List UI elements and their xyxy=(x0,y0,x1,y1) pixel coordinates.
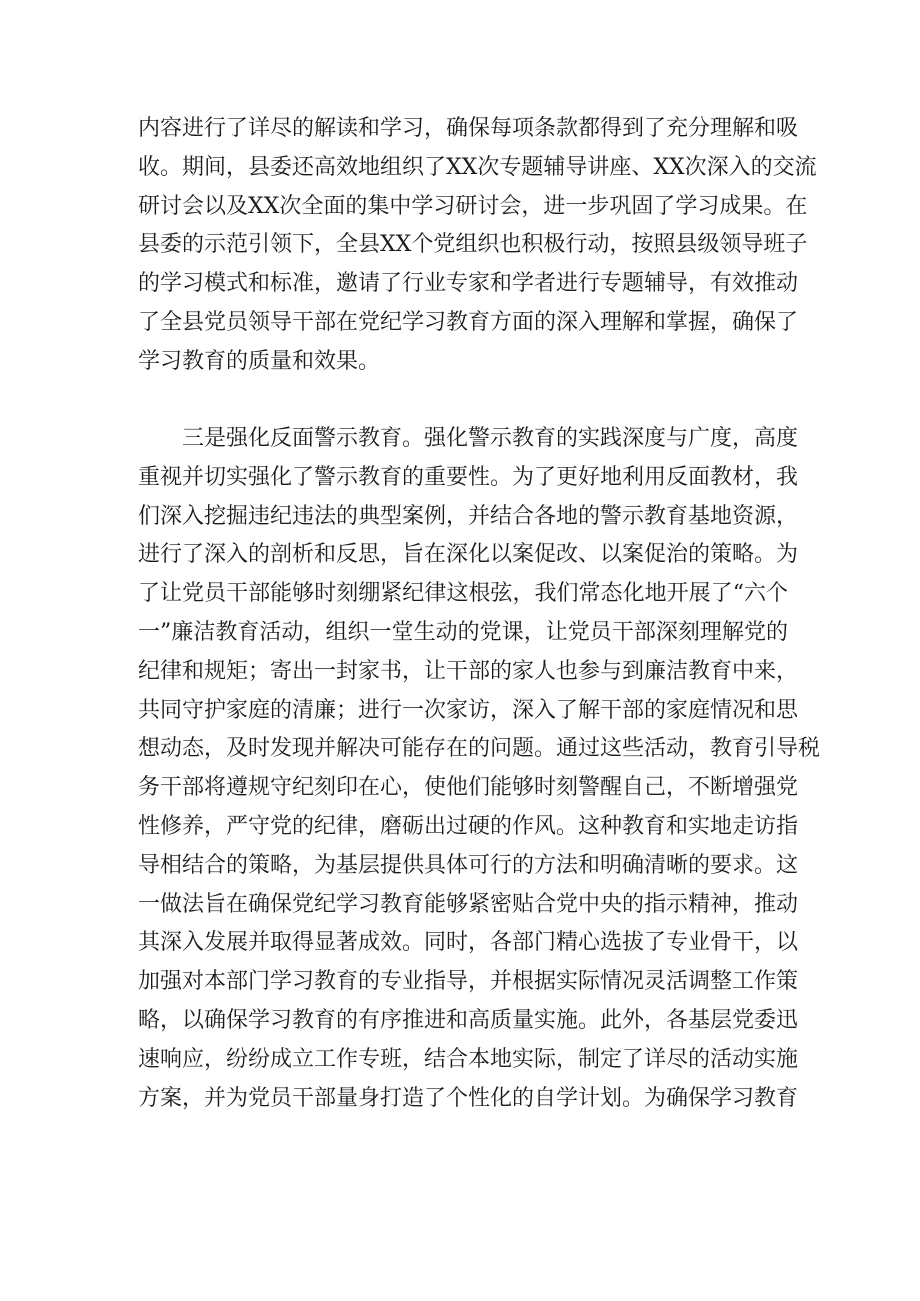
text-line: 纪律和规矩；寄出一封家书，让干部的家人也参与到廉洁教育中来， xyxy=(138,658,799,684)
text-line: 一”廉洁教育活动，组织一堂生动的党课，让党员干部深刻理解党的 xyxy=(138,619,788,645)
paragraph-learning-summary xyxy=(138,110,817,382)
paragraph-warning-education xyxy=(138,420,821,1118)
text-line: 导相结合的策略，为基层提供具体可行的方法和明确清晰的要求。这 xyxy=(138,852,799,878)
text-line: 学习教育的质量和效果。 xyxy=(138,348,381,374)
text-line: 加强对本部门学习教育的专业指导，并根据实际情况灵活调整工作策 xyxy=(138,969,799,995)
text-line: 县委的示范引领下，全县XX个党组织也积极行动，按照县级领导班子 xyxy=(138,232,808,258)
text-line: 内容进行了详尽的解读和学习，确保每项条款都得到了充分理解和吸 xyxy=(138,116,799,141)
text-line: 性修养，严守党的纪律，磨砺出过硬的作风。这种教育和实地走访指 xyxy=(138,813,799,839)
text-line: 进行了深入的剖析和反思，旨在深化以案促改、以案促治的策略。为 xyxy=(138,542,799,568)
text-line: 了全县党员领导干部在党纪学习教育方面的深入理解和掌握，确保了 xyxy=(138,309,799,335)
text-line: 其深入发展并取得显著成效。同时，各部门精心选拔了专业骨干，以 xyxy=(138,930,799,956)
text-line: 重视并切实强化了警示教育的重要性。为了更好地利用反面教材，我 xyxy=(138,464,799,490)
text-line: 收。期间，县委还高效地组织了XX次专题辅导讲座、XX次深入的交流 xyxy=(138,154,817,180)
text-line: 三是强化反面警示教育。强化警示教育的实践深度与广度，高度 xyxy=(182,426,799,451)
text-line: 务干部将遵规守纪刻印在心，使他们能够时刻警醒自己，不断增强党 xyxy=(138,775,799,801)
text-line: 研讨会以及XX次全面的集中学习研讨会，进一步巩固了学习成果。在 xyxy=(138,193,808,219)
text-line: 一做法旨在确保党纪学习教育能够紧密贴合党中央的指示精神，推动 xyxy=(138,891,799,917)
text-line: 速响应，纷纷成立工作专班，结合本地实际，制定了详尽的活动实施 xyxy=(138,1046,799,1072)
text-line: 想动态，及时发现并解决可能存在的问题。通过这些活动，教育引导税 xyxy=(138,736,821,762)
text-line: 略，以确保学习教育的有序推进和高质量实施。此外，各基层党委迅 xyxy=(138,1007,799,1033)
text-line: 方案，并为党员干部量身打造了个性化的自学计划。为确保学习教育 xyxy=(138,1085,799,1111)
text-line: 了让党员干部能够时刻绷紧纪律这根弦，我们常态化地开展了“六个 xyxy=(138,581,788,607)
text-line: 共同守护家庭的清廉；进行一次家访，深入了解干部的家庭情况和思 xyxy=(138,697,799,723)
text-line: 的学习模式和标准，邀请了行业专家和学者进行专题辅导，有效推动 xyxy=(138,271,799,297)
text-line: 们深入挖掘违纪违法的典型案例，并结合各地的警示教育基地资源， xyxy=(138,503,799,529)
